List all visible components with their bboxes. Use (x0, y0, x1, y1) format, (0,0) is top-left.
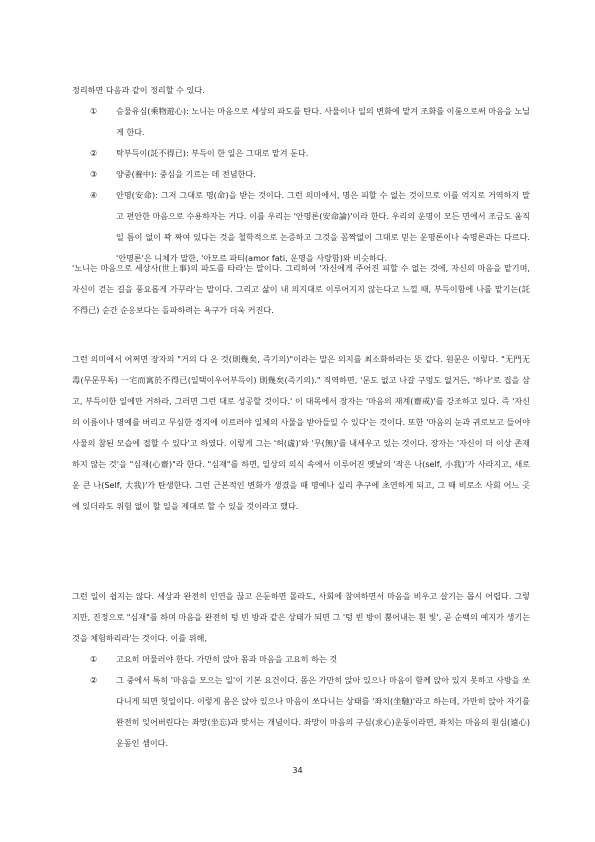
summary-section (72, 80, 530, 269)
list-text: 양중(養中): 중심을 기르는 데 전념한다. (116, 169, 256, 179)
practice-list (72, 649, 530, 754)
list-text: 승물유심(乘物遊心): 노니는 마음으로 세상의 파도를 탄다. 사물이나 일의 변화에 맡겨 조화를 이룸으로써 마음을 노닐게 한다. (116, 106, 530, 137)
list-item (72, 649, 530, 670)
list-number: ② (90, 148, 98, 158)
list-number: ④ (90, 190, 98, 200)
paragraph-1: '노니는 마음으로 세상사(世上事)의 파도를 타라'는 말이다. 그리하여 '자신에게 주어진 피할 수 없는 것에, 자신의 마음을 맡기며, 자신이 걷는 길을 풍요롭게 가꾸라'는 말이다. 그리고 삶이 내 의지대로 이루어지지 않는다고 느낄 때, 부득이함에 나를 맡기는(託不得已) 순간 순응보다는 돌파하려는 욕구가 더욱 커진다. (72, 263, 530, 315)
page-number: 34 (292, 765, 303, 775)
paragraph-3: 그런 일이 쉽지는 않다. 세상과 완전히 인연을 끊고 은둔하면 몰라도, 사회에 참여하면서 마음을 비우고 살기는 몹시 어렵다. 그렇지만, 진정으로 "심재"를 하며 마음을 완전히 텅 빈 방과 같은 상태가 되면 그 '텅 빈 방이 뿜어내는 흰 빛', 곧 순백의 예지가 생기는 것을 체험하리라'는 것이다. 이를 위해, (72, 591, 530, 643)
paragraph-2: 그런 의미에서 어쩌면 장자의 "거의 다 온 것(則幾矣, 즉기의)"이라는 말은 의지를 최소화하라는 뜻 같다. 원문은 이렇다. "无門无毒(무문무독) 一宅而寓於不得已(일택이우어부득이) 則幾矣(즉기의)." 직역하면, '문도 없고 나갈 구멍도 없거든, '하나'로 집을 삼고, 부득이한 일에만 거하라, 그러면 그런 대로 성공할 것이다.' 이 대목에서 장자는 '마음의 재계(齋戒)'를 강조하고 있다. 즉 '자신의 이름이나 명예를 버리고 무심한 경지에 이르러야 일체의 사물을 받아들일 수 있다'는 것이다. 또한 '마음의 눈과 귀로보고 들어야 사물의 참된 모습에 접할 수 있다'고 하였다. 이렇게 그는 '허(虛)'와 '무(無)'를 내세우고 있는 것이다. 장자는 '자신이 더 이상 존재하지 않는 것'을 "심재(心齋)"라 한다. "심재"를 하면, 일상의 의식 속에서 이루어진 옛날의 '작은 나(self, 小我)'가 사라지고, 새로운 큰 나(Self, 大我)'가 탄생한다. 그런 근본적인 변화가 생겼을 때 명예나 실리 추구에 초연하게 되고, 그 때 비로소 사회 어느 곳에 있더라도 위험 없이 할 일을 제대로 할 수 있을 것이라고 했다. (72, 354, 530, 511)
list-item (72, 164, 530, 185)
list-text: 그 중에서 특히 '마음을 모으는 일'이 기본 요건이다. 몸은 가만히 앉아 있으나 마음이 함께 앉아 있지 못하고 사방을 쏘다니게 되면 헛일이다. 이렇게 몸은 앉아 있으나 마음이 쏘다니는 상태를 '좌치(坐馳)'라고 하는데, 가만히 앉아 자기를 완전히 잊어버린다는 좌망(坐忘)과 맞서는 개념이다. 좌망이 마음의 구심(求心)운동이라면, 좌치는 마음의 원심(遠心) 운동인 셈이다. (116, 675, 530, 748)
list-number: ② (90, 675, 98, 685)
list-item (72, 185, 530, 269)
practice-section (72, 586, 530, 754)
list-text: 안명(安命): 그저 그대로 명(命)을 받는 것이다. 그런 의미에서, 명은 피할 수 없는 것이므로 이를 억지로 거역하지 말고 편안한 마음으로 수용하자는 거다. 이를 우리는 '안명론(安命論)'이라 한다. 우리의 운명이 모든 면에서 조금도 움직일 틈이 없이 꽉 짜여 있다는 것을 철학적으로 논증하고 그것을 꼼짝없이 그대로 믿는 운명론이나 숙명론과는 다르다. '안명론'은 니체가 말한, '아모르 파티(amor fati, 운명을 사랑함)와 비슷하다. (116, 190, 530, 263)
list-item (72, 670, 530, 754)
list-item (72, 143, 530, 164)
list-number: ③ (90, 169, 98, 179)
list-number: ① (90, 654, 98, 664)
intro-line: 정리하면 다음과 같이 정리할 수 있다. (72, 85, 205, 95)
list-number: ① (90, 106, 98, 116)
list-text: 탁부득이(託不得已): 부득이 한 일은 그대로 맡겨 둔다. (116, 148, 309, 158)
list-text: 고요히 머물러야 한다. 가만히 앉아 몸과 마음을 고요히 하는 것 (116, 654, 338, 664)
summary-list (72, 101, 530, 269)
list-item (72, 101, 530, 143)
